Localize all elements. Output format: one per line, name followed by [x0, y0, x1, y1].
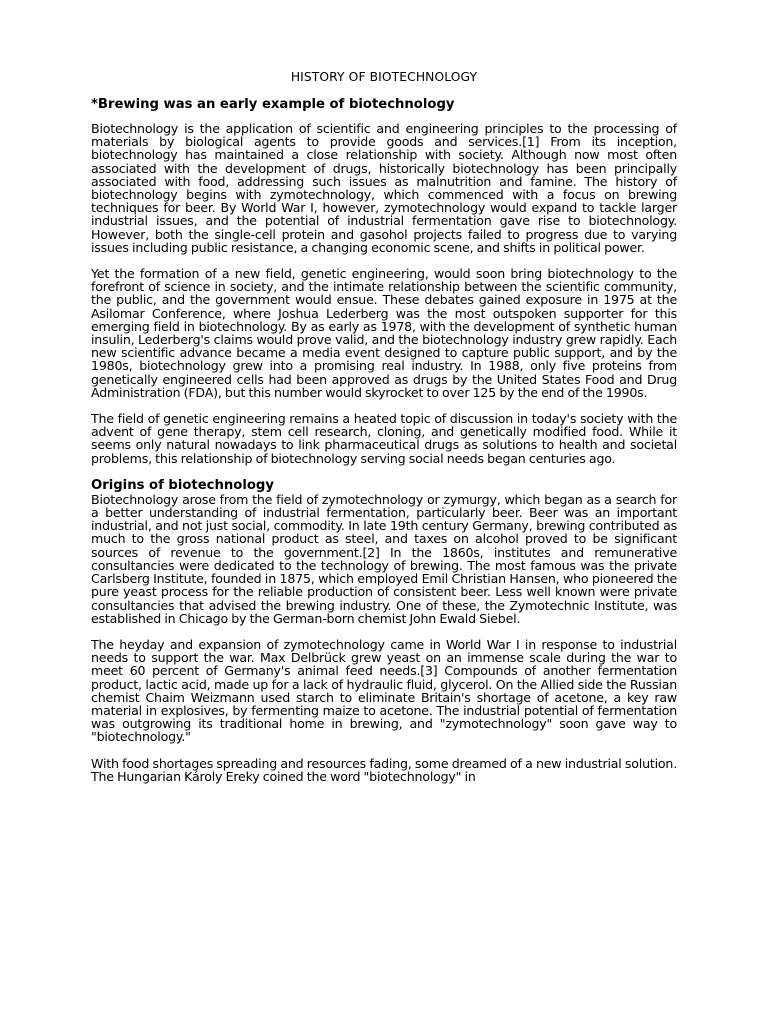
paragraph: With food shortages spreading and resources fading, some dreamed of a new industrial solution. The Hungarian Károly Ereky coined the word "biotechnology" in [91, 755, 677, 784]
paragraph: Yet the formation of a new field, genetic engineering, would soon bring biotechnology to the forefront of science in society, and the intimate relationship between the scientific community, the public, and the government would ensue. These debates gained exposure in 1975 at the Asilomar Conference, where Joshua Lederberg was the most outspoken supporter for this emerging field in biotechnology. By as early as 1978, with the development of synthetic human insulin, Lederberg's claims would prove valid, and the biotechnology industry grew rapidly. Each new scientific advance became a media event designed to capture public support, and by the 1980s, biotechnology grew into a promising real industry. In 1988, only five proteins from genetically engineered cells had been approved as drugs by the United States Food and Drug Administration (FDA), but this number would skyrocket to over 125 by the end of the 1990s. [91, 266, 677, 400]
document-title: HISTORY OF BIOTECHNOLOGY [290, 70, 478, 84]
paragraph: Biotechnology arose from the field of zymotechnology or zymurgy, which began as a search for a better understanding of industrial fermentation, particularly beer. Beer was an important industrial, and not just social, commodity. In late 19th century Germany, brewing contributed as much to the gross national product as steel, and taxes on alcohol proved to be significant sources of revenue to the government.[2] In the 1860s, institutes and remunerative consultancies were dedicated to the technology of brewing. The most famous was the private Carlsberg Institute, founded in 1875, which employed Emil Christian Hansen, who pioneered the pure yeast process for the reliable production of consistent beer. Less well known were private consultancies that advised the brewing industry. One of these, the Zymotechnic Institute, was established in Chicago by the German-born chemist John Ewald Siebel. [91, 491, 677, 626]
document-page [91, 70, 677, 796]
paragraph: The heyday and expansion of zymotechnology came in World War I in response to industrial needs to support the war. Max Delbrück grew yeast on an immense scale during the war to meet 60 percent of Germany's animal feed needs.[3] Compounds of another fermentation product, lactic acid, made up for a lack of hydraulic fluid, glycerol. On the Allied side the Russian chemist Chaim Weizmann used starch to eliminate Britain's shortage of acetone, a key raw material in explosives, by fermenting maize to acetone. The industrial potential of fermentation was outgrowing its traditional home in brewing, and "zymotechnology" soon gave way to "biotechnology." [91, 636, 677, 745]
paragraph: Biotechnology is the application of scientific and engineering principles to the processing of materials by biological agents to provide goods and services.[1] From its inception, biotechnology has maintained a close relationship with society. Although now most often associated with the development of drugs, historically biotechnology has been principally associated with food, addressing such issues as malnutrition and famine. The history of biotechnology begins with zymotechnology, which commenced with a focus on brewing techniques for beer. By World War I, however, zymotechnology would expand to tackle larger industrial issues, and the potential of industrial fermentation gave rise to biotechnology. However, both the single-cell protein and gasohol projects failed to progress due to varying issues including public resistance, a changing economic scene, and shifts in political power. [91, 121, 677, 255]
section-heading: Origins of biotechnology [91, 477, 274, 493]
paragraph: The field of genetic engineering remains a heated topic of discussion in today's society with the advent of gene therapy, stem cell research, cloning, and genetically modified food. While it seems only natural nowadays to link pharmaceutical drugs as solutions to health and societal problems, this relationship of biotechnology serving social needs began centuries ago. [91, 411, 677, 466]
document-subtitle: *Brewing was an early example of biotechnology [91, 97, 455, 112]
